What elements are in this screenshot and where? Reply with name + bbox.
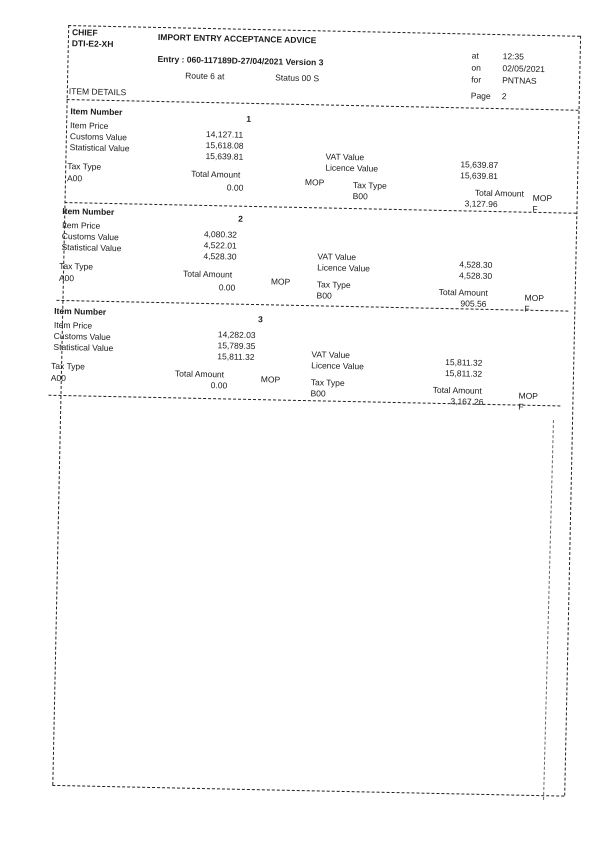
tax2-type-value: B00 <box>310 388 326 399</box>
vat-value-label: VAT Value <box>317 251 357 263</box>
item-block-3 <box>0 303 585 413</box>
tax-type-label: Tax Type <box>59 260 94 272</box>
tax2-mop-value: F <box>532 203 538 214</box>
on-label: on <box>471 62 481 73</box>
item-price-label: Item Price <box>61 219 101 231</box>
mop-label-2: MOP <box>524 292 545 304</box>
total-amount-label-2: Total Amount <box>474 187 525 199</box>
tax1-type-value: A00 <box>58 272 75 284</box>
tax1-type-value: A00 <box>50 372 67 384</box>
statistical-value-label: Statistical Value <box>69 142 130 154</box>
statistical-value-label: Statistical Value <box>53 341 114 354</box>
document-title: IMPORT ENTRY ACCEPTANCE ADVICE <box>157 31 317 46</box>
licence-value-label: Licence Value <box>317 262 371 274</box>
customs-value-label: Customs Value <box>69 131 128 143</box>
route-field: Route 6 at <box>185 70 225 82</box>
vat-value-value: 4,528.30 <box>459 259 493 270</box>
mop-label-2: MOP <box>518 390 539 401</box>
page-number: 2 <box>501 91 507 102</box>
total-amount-label: Total Amount <box>191 168 241 180</box>
tax2-mop-value: F <box>518 401 524 412</box>
tax-type-label: Tax Type <box>50 360 86 372</box>
tax2-amount-value: 905.56 <box>460 298 487 309</box>
item-number-label: Item Number <box>62 205 115 218</box>
item-price-value: 4,080.32 <box>203 228 238 240</box>
tax2-type-value: B00 <box>352 191 368 202</box>
tax-type-label-2: Tax Type <box>316 279 351 291</box>
total-amount-label-2: Total Amount <box>432 384 482 396</box>
tax2-mop-value: F <box>524 303 530 314</box>
licence-value-label: Licence Value <box>311 360 365 372</box>
item-number-value: 1 <box>246 113 252 124</box>
item-number-value: 3 <box>257 314 263 325</box>
item-price-value: 14,282.03 <box>217 329 256 341</box>
vat-value-label: VAT Value <box>311 349 351 361</box>
item-price-label: Item Price <box>53 319 93 331</box>
status-field: Status 00 S <box>275 72 320 84</box>
licence-value-label: Licence Value <box>325 162 379 174</box>
customs-value-label: Customs Value <box>53 330 111 343</box>
system-name: CHIEF <box>71 27 98 38</box>
item-price-label: Item Price <box>70 120 109 131</box>
vat-value-value: 15,811.32 <box>445 357 483 368</box>
vat-value-label: VAT Value <box>325 151 365 163</box>
at-value: 12:35 <box>502 51 525 62</box>
on-value: 02/05/2021 <box>502 63 546 75</box>
total-amount-label: Total Amount <box>182 268 233 280</box>
customs-value-value: 4,522.01 <box>203 239 237 251</box>
at-label: at <box>471 50 479 61</box>
tax2-amount-value: 3,127.96 <box>464 198 498 210</box>
mop-label: MOP <box>270 276 291 287</box>
mop-label-2: MOP <box>532 192 553 204</box>
mop-label: MOP <box>304 177 325 188</box>
customs-value-value: 15,789.35 <box>217 340 256 352</box>
vat-value-value: 15,639.87 <box>460 159 499 171</box>
item-number-label: Item Number <box>70 106 123 118</box>
item-number-value: 2 <box>238 213 244 224</box>
for-value: PNTNAS <box>502 75 537 86</box>
tax1-amount-value: 0.00 <box>226 182 244 193</box>
item-block-1 <box>5 104 595 214</box>
tax-type-label: Tax Type <box>67 161 102 172</box>
item-price-value: 14,127.11 <box>205 128 244 140</box>
entry-reference: Entry : 060-117189D-27/04/2021 Version 3 <box>157 53 324 68</box>
page-label: Page <box>470 90 491 101</box>
item-number-label: Item Number <box>54 305 107 317</box>
tax1-type-value: A00 <box>66 173 83 184</box>
customs-value-value: 15,618.08 <box>205 139 244 151</box>
mop-label: MOP <box>260 374 281 385</box>
frame-top-border <box>68 25 580 37</box>
statistical-value-value: 4,528.30 <box>203 250 237 262</box>
licence-value-value: 15,639.81 <box>460 170 499 182</box>
frame-bottom-border <box>52 785 564 797</box>
total-amount-label: Total Amount <box>174 368 225 380</box>
statistical-value-value: 15,811.32 <box>217 351 255 363</box>
tax2-amount-value: 3,167.26 <box>450 396 484 407</box>
licence-value-value: 4,528.30 <box>458 270 493 281</box>
section-title: ITEM DETAILS <box>68 86 127 98</box>
customs-value-label: Customs Value <box>61 230 119 243</box>
tax1-amount-value: 0.00 <box>210 380 228 391</box>
for-label: for <box>471 74 482 85</box>
item-block-2 <box>0 204 593 314</box>
statistical-value-value: 15,639.81 <box>205 150 244 162</box>
statistical-value-label: Statistical Value <box>61 241 122 254</box>
tax-type-label-2: Tax Type <box>310 377 345 388</box>
total-amount-label-2: Total Amount <box>438 286 488 298</box>
licence-value-value: 15,811.32 <box>444 368 483 379</box>
tax2-type-value: B00 <box>316 290 332 301</box>
tax-type-label-2: Tax Type <box>352 180 387 191</box>
form-code: DTI-E2-XH <box>71 38 114 50</box>
tax1-amount-value: 0.00 <box>218 282 236 293</box>
